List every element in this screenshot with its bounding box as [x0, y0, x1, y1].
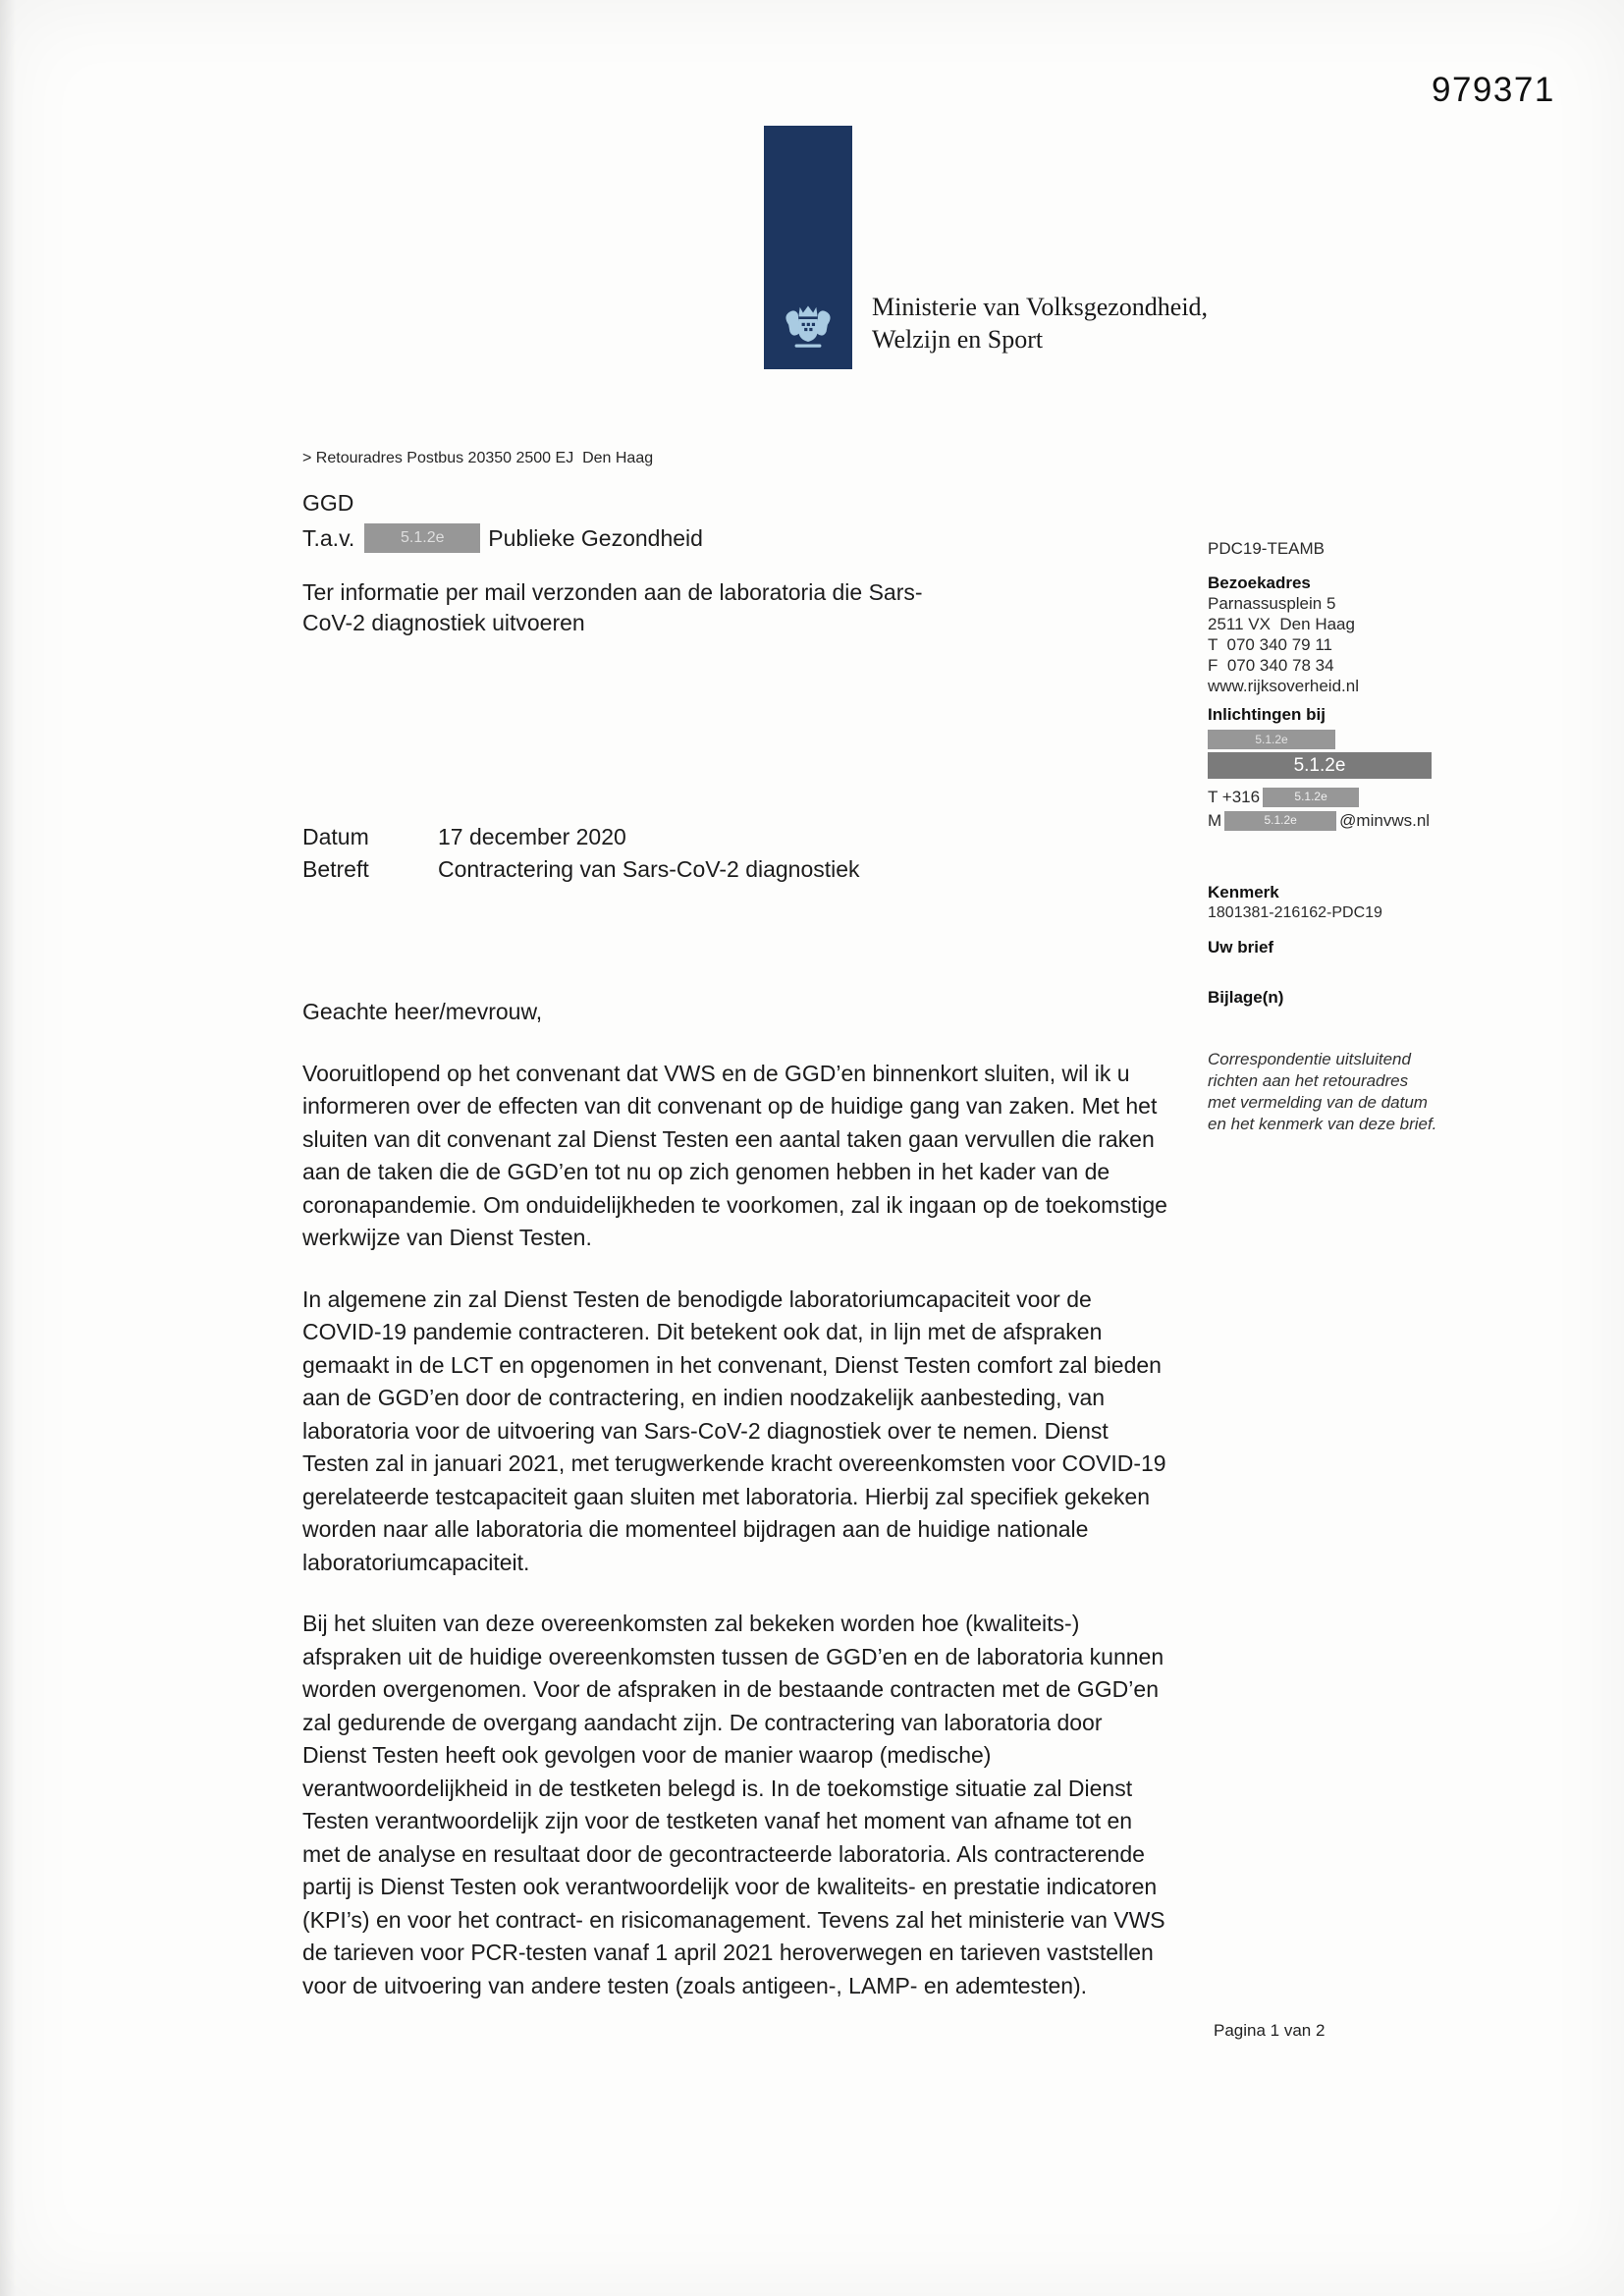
body-paragraph: Bij het sluiten van deze overeenkomsten zal bekeken worden hoe (kwaliteits-) afspraken uit de huidige overeenkomsten tussen de GGD’en en de laboratoria kunnen worden overgenomen. Voor de afspraken in de bestaande contracten met de GGD’en zal gedurende de overgang aandacht zijn. De contractering van laboratoria door Dienst Testen heeft ook gevolgen voor de manier waarop (medische) verantwoordelijkheid in de testketen belegd is. In de toekomstige situatie zal Dienst Testen verantwoordelijk zijn voor de testketen vanaf het moment van afname tot en met de analyse en resultaat door de gecontracteerde laboratoria. Als contracterende partij is Dienst Testen ook verantwoordelijk voor de kwaliteits- en prestatie indicatoren (KPI’s) en voor het contract- en risicomanagement. Tevens zal het ministerie van VWS de tarieven voor PCR-testen vanaf 1 april 2021 heroverwegen en tarieven vaststellen voor de uitvoering van andere testen (zoals antigeen-, LAMP- en ademtesten).	[302, 1611, 1165, 1998]
datum-row	[302, 821, 860, 853]
inlichtingen-label: Inlichtingen bij	[1208, 705, 1326, 724]
address-line: T 070 340 79 11	[1208, 635, 1332, 654]
correspondence-note: Correspondentie uitsluitend richten aan het retouradres met vermelding van de datum en het kenmerk van deze brief.	[1208, 1050, 1437, 1133]
email-suffix: @minvws.nl	[1339, 811, 1431, 830]
betreft-label: Betreft	[302, 856, 369, 882]
rijksoverheid-emblem-icon	[777, 295, 839, 357]
redaction-bar: 5.1.2e	[1263, 788, 1359, 807]
redaction-bar: 5.1.2e	[1208, 730, 1335, 749]
betreft-row	[302, 853, 860, 886]
recipient-tav-line	[302, 520, 703, 556]
page-number: Pagina 1 van 2	[1214, 2021, 1326, 2040]
email-row	[1208, 810, 1455, 831]
meta-block	[302, 821, 860, 886]
phone-prefix: T +316	[1208, 788, 1261, 806]
info-note: Ter informatie per mail verzonden aan de laboratoria die Sars-CoV-2 diagnostiek uitvoeren	[302, 579, 923, 635]
tav-suffix: Publieke Gezondheid	[488, 525, 703, 551]
recipient-block	[302, 485, 703, 556]
ministry-name-line2: Welzijn en Sport	[872, 325, 1044, 354]
retouradres-line: > Retouradres Postbus 20350 2500 EJ Den Haag	[302, 450, 654, 466]
tav-prefix: T.a.v.	[302, 525, 355, 551]
datum-value: 17 december 2020	[438, 824, 626, 849]
datum-label: Datum	[302, 824, 369, 849]
address-line: 2511 VX Den Haag	[1208, 615, 1355, 633]
address-line: F 070 340 78 34	[1208, 656, 1334, 675]
letter-body	[302, 996, 1170, 2002]
kenmerk-label: Kenmerk	[1208, 883, 1279, 902]
body-paragraph: Vooruitlopend op het convenant dat VWS en de GGD’en binnenkort sluiten, wil ik u informeren over de effecten van dit convenant op de huidige gang van zaken. Met het sluiten van dit convenant zal Dienst Testen een aantal taken gaan vervullen die raken aan de taken die de GGD’en tot nu op zich genomen hebben in het kader van de coronapandemie. Om onduidelijkheden te voorkomen, zal ik ingaan op de toekomstige werkwijze van Dienst Testen.	[302, 1060, 1167, 1250]
email-prefix: M	[1208, 811, 1222, 830]
website-line: www.rijksoverheid.nl	[1208, 677, 1359, 695]
redaction-bar: 5.1.2e	[1208, 752, 1432, 779]
ministry-name	[872, 291, 1208, 355]
sidebar	[1208, 538, 1455, 1135]
salutation: Geachte heer/mevrouw,	[302, 999, 543, 1024]
recipient-name: GGD	[302, 490, 354, 516]
kenmerk-value: 1801381-216162-PDC19	[1208, 904, 1382, 921]
logo-ribbon	[764, 126, 852, 369]
doc-number: 979371	[1432, 71, 1555, 109]
phone-row	[1208, 787, 1455, 807]
uwbrief-label: Uw brief	[1208, 938, 1274, 957]
body-paragraph: In algemene zin zal Dienst Testen de benodigde laboratoriumcapaciteit voor de COVID-19 pandemie contracteren. Dit betekent ook dat, in lijn met de afspraken gemaakt in de LCT en opgenomen in het convenant, Dienst Testen comfort zal bieden aan de GGD’en door de contractering, en indien noodzakelijk aanbesteding, van laboratoria voor de uitvoering van Sars-CoV-2 diagnostiek over te nemen. Dienst Testen zal in januari 2021, met terugwerkende kracht overeenkomsten voor COVID-19 gerelateerde testcapaciteit gaan sluiten met laboratoria. Hierbij zal specifiek gekeken worden naar alle laboratoria die momenteel bijdragen aan de huidige nationale laboratoriumcapaciteit.	[302, 1285, 1166, 1575]
address-line: Parnassusplein 5	[1208, 594, 1336, 613]
bezoekadres-label: Bezoekadres	[1208, 574, 1311, 592]
betreft-value: Contractering van Sars-CoV-2 diagnostiek	[438, 856, 860, 882]
ministry-name-line1: Ministerie van Volksgezondheid,	[872, 293, 1209, 321]
bijlage-label: Bijlage(n)	[1208, 988, 1284, 1007]
redaction-bar: 5.1.2e	[1224, 811, 1336, 831]
redaction-bar: 5.1.2e	[364, 523, 480, 553]
team-name: PDC19-TEAMB	[1208, 539, 1326, 558]
